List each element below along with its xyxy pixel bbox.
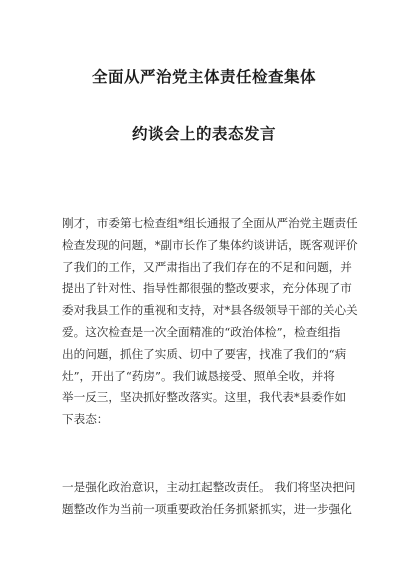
paragraph-line: 下表态：	[62, 412, 109, 427]
paragraph-point-one	[62, 477, 358, 521]
paragraph-line: 举一反三，坚决抓好整改落实。这里，我代表*县委作如	[62, 390, 347, 405]
document-title-line-2: 约谈会上的表态发言	[131, 125, 276, 143]
paragraph-line: 委对我县工作的重视和支持，对*县各级领导干部的关心关	[62, 303, 358, 318]
document-title-line-1: 全面从严治党主体责任检查集体	[91, 68, 316, 86]
paragraph-line: 爱。这次检查是一次全面精准的“政治体检”，检查组指	[62, 324, 341, 339]
paragraph-line: 出的问题，抓住了实质、切中了要害，找准了我们的“病	[62, 346, 347, 361]
paragraph-line: 一是强化政治意识，主动扛起整改责任。 我们将坚决把问	[62, 480, 356, 494]
paragraph-line: 提出了针对性、指导性都很强的整改要求，充分体现了市	[62, 281, 352, 296]
paragraph-line: 刚才，市委第七检查组*组长通报了全面从严治党主题责任	[62, 216, 358, 230]
paragraph-line: 灶”，开出了“药房”。我们诚恳接受、照单全收，并将	[62, 368, 335, 383]
paragraph-opening	[62, 213, 358, 431]
paragraph-line: 题整改作为当前一项重要政治任务抓紧抓实，进一步强化	[62, 501, 352, 516]
paragraph-line: 检查发现的问题，*副市长作了集体约谈讲话，既客观评价	[62, 237, 358, 252]
paragraph-line: 了我们的工作，又严肃指出了我们存在的不足和问题，并	[62, 259, 352, 274]
